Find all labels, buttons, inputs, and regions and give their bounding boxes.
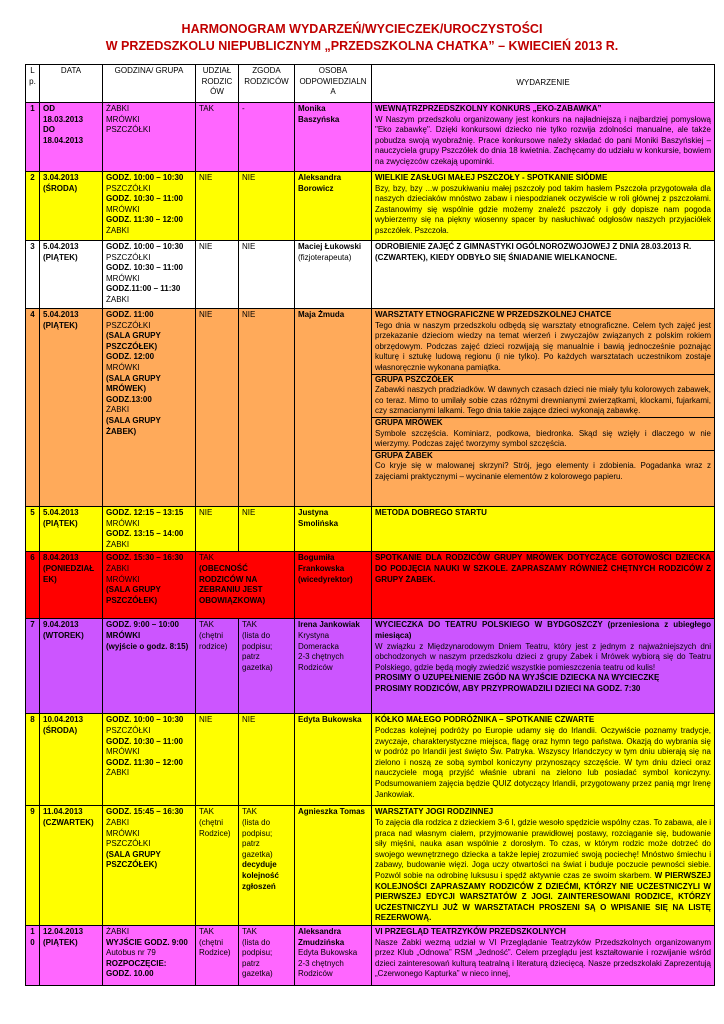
- group-line: ŻABKI: [106, 563, 130, 573]
- row-time-group: [103, 925, 196, 985]
- row-lp: 5: [26, 507, 40, 552]
- row-responsible: Monika Baszyńska: [295, 103, 372, 172]
- event-subsection-title: GRUPA MRÓWEK: [372, 417, 714, 429]
- group-line: GODZ. 15:30 – 16:30: [106, 553, 184, 563]
- row-responsible: [295, 925, 372, 985]
- row-responsible: Justyna Smolińska: [295, 507, 372, 552]
- group-line: (SALA GRUPY PSZCZÓŁEK): [106, 585, 161, 605]
- event-subsection-title: GRUPA ŻABEK: [372, 450, 714, 462]
- participation-value: TAK: [199, 553, 214, 563]
- event-text: W Naszym przedszkolu organizowany jest konkurs na najładniejszą i najbardziej pomysłową "Eko zabawkę". Dzięki konkursowi dziecko nie tylko rozwija zdolności manualne, ale także pobudza swoją wyobraźnię. Prace konkursowe należy składać do pani Moniki Baszyńskiej – nauczyciela grupy Pszczółek do dnia 18 kwietnia. Zachęcamy do udziału w konkursie, bowiem na zwycięzców czekają upominki.: [375, 114, 711, 166]
- event-subsection-text: Zabawki naszych pradziadków. W dawnych czasach dzieci nie miały tylu kolorowych zabawek, co teraz. Mimo to umilały sobie czas różnymi drewnianymi zwierzątkami, klockami, fujarkami, czy szmacianymi lalkami. Tego dnia takie zające dzieci wykonają zabawkę.: [375, 385, 711, 416]
- row-participation: NIE: [196, 309, 239, 507]
- event-text: Podczas kolejnej podróży po Europie udamy się do Irlandii. Oczywiście poznamy tradycje, zwyczaje, charakterystyczne miejsca, flagę oraz hymn tego państwa. Okazją do wybrania się w podróż po Irlandii jest święto Św. Patryka. Wszyscy Irlandczycy w tym dniu ubierają się na zielono i noszą ze sobą symbol koniczyny przynoszący szczęście. W tym dniu dzieci oraz nauczyciele mogą przyjść właśnie ubrani na zielono lub posiadać symbol koniczyny. Podsumowaniem zajęcia będzie QUIZ dotyczący Irlandii, przygotowany przez panią mgr Irenę Jankowiak.: [375, 725, 711, 799]
- event-title: WYCIECZKA DO TEATRU POLSKIEGO W BYDGOSZCZY (przeniesiona z ubiegłego miesiąca): [375, 620, 711, 640]
- event-title: VI PRZEGLĄD TEATRZYKÓW PRZEDSZKOLNYCH: [375, 926, 566, 936]
- group-line: ŻABKI: [106, 294, 130, 304]
- responsible-role: (wicedyrektor): [298, 574, 353, 584]
- responsible-extra: Krystyna Domeracka: [298, 630, 339, 651]
- row-event: [372, 103, 715, 172]
- group-line: (wyjście o godz. 8:15): [106, 641, 189, 651]
- row-date: [40, 552, 103, 619]
- row-time-group: [103, 714, 196, 806]
- table-row: [26, 507, 715, 552]
- row-participation: [196, 552, 295, 619]
- row-event: [372, 172, 715, 241]
- row-responsible: Aleksandra Borowicz: [295, 172, 372, 241]
- event-text-bold: W PIERWSZEJ KOLEJNOŚCI ZAPRASZAMY RODZICÓW Z DZIEĆMI, KTÓRZY NIE UCZESTNICZYLI W PIERWSZEJ EDYCJI WARSZTATÓW Z JOGI. ZAINTERESOWANI RODZICE, KTÓRZY UCZESTNICZYLI JUŻ W WARSZTATACH PROSZENI SĄ O WPISANIE SIĘ NA LISTĘ REZERWOWĄ.: [375, 870, 711, 923]
- row-lp: 6: [26, 552, 40, 619]
- row-lp: 10: [26, 925, 40, 985]
- header-lp: Lp.: [26, 65, 40, 103]
- group-line: GODZ. 9:00 – 10:00: [106, 620, 179, 630]
- consent-note: (lista do podpisu; patrz gazetka): [242, 817, 273, 859]
- row-event: [372, 714, 715, 806]
- row-responsible: [295, 552, 372, 619]
- group-line: (SALA GRUPY MRÓWEK): [106, 373, 161, 394]
- event-text: Nasze Żabki wezmą udział w VI Przeglądanie Teatrzyków Przedszkolnych organizowanym przez Klub „Odnowa” RSM „Jedność”. Celem przeglądu jest kształtowanie i rozwijanie wśród dzieci zainteresowań kulturą teatralną i literaturą dziecięcą. Nasze przedszkolaki Zaprezentują „Czerwonego Kapturka” w nieco innej,: [375, 937, 711, 979]
- group-line: PSZCZÓŁKI: [106, 183, 151, 193]
- consent-value: TAK: [242, 926, 257, 936]
- row-responsible: [295, 241, 372, 309]
- date-line: 12.04.2013: [43, 926, 84, 936]
- group-line: ŻABKI: [106, 405, 130, 415]
- row-participation: NIE: [196, 714, 239, 806]
- row-event: [372, 309, 715, 507]
- group-line: MRÓWKI: [106, 362, 140, 372]
- group-line: GODZ. 15:45 – 16:30: [106, 807, 184, 817]
- group-line: (SALA GRUPY ŻABEK): [106, 415, 161, 436]
- event-subsection-title: GRUPA PSZCZÓŁEK: [372, 374, 714, 386]
- event-title: WARSZTATY JOGI RODZINNEJ: [375, 807, 494, 817]
- event-subsection-text: Co kryje się w malowanej skrzyni? Strój, jego elementy i zdobienia. Pogadanka wraz z zajęciami praktycznymi – wycinanie elementów z kolorowego papieru.: [375, 461, 711, 481]
- date-line: 8.04.2013: [43, 553, 79, 563]
- date-line: (PIĄTEK): [43, 937, 78, 947]
- table-row: [26, 925, 715, 985]
- row-time-group: [103, 309, 196, 507]
- table-row: [26, 619, 715, 714]
- row-date: [40, 172, 103, 241]
- group-line: GODZ. 10:00 – 10:30: [106, 715, 184, 725]
- date-line: (PONIEDZIAŁEK): [43, 563, 95, 584]
- table-row: [26, 103, 715, 172]
- row-consent: NIE: [239, 241, 295, 309]
- responsible-name: Irena Jankowiak: [298, 620, 360, 630]
- responsible-extra: 2-3 chętnych Rodziców: [298, 652, 344, 672]
- event-text: W związku z Międzynarodowym Dniem Teatru, który jest z jednym z najważniejszych dni obchodzonych w naszym przedszkolu dzieci z grupy Żabek i Mrówek wybiorą się do Teatru Polskiego, gdzie będą mogły zwiedzić wszystkie pomieszczenia teatru od kulis!: [375, 641, 711, 672]
- row-date: [40, 806, 103, 926]
- participation-value: TAK: [199, 620, 214, 630]
- group-line: GODZ. 10:00 – 10:30: [106, 242, 184, 251]
- group-line: (SALA GRUPY PSZCZÓŁEK): [106, 331, 161, 351]
- row-lp: 1: [26, 103, 40, 172]
- row-event: [372, 507, 715, 552]
- table-row: [26, 806, 715, 926]
- row-responsible: Agnieszka Tomas: [295, 806, 372, 926]
- consent-note: (lista do podpisu; patrz gazetka): [242, 937, 273, 979]
- row-time-group: [103, 241, 196, 309]
- group-line: GODZ. 12:00: [106, 352, 155, 362]
- date-line: 18.04.2013: [43, 135, 84, 145]
- group-line: MRÓWKI: [106, 747, 140, 757]
- document-title-line2: W PRZEDSZKOLU NIEPUBLICZNYM „PRZEDSZKOLNA CHATKA” – KWIECIEŃ 2013 R.: [105, 39, 619, 53]
- group-line: GODZ. 11:30 – 12:00: [106, 215, 183, 225]
- event-text: [375, 818, 711, 924]
- header-godzina: GODZINA/ GRUPA: [103, 65, 196, 103]
- table-row: [26, 714, 715, 806]
- responsible-extra: Edyta Bukowska: [298, 948, 358, 958]
- group-line: GODZ.11:00 – 11:30: [106, 284, 181, 294]
- row-lp: 4: [26, 309, 40, 507]
- row-time-group: [103, 552, 196, 619]
- schedule-table: [25, 64, 715, 986]
- table-row: [26, 241, 715, 309]
- table-row: [26, 552, 715, 619]
- row-participation: [196, 806, 239, 926]
- group-line: Autobus nr 79: [106, 948, 156, 958]
- row-lp: 8: [26, 714, 40, 806]
- group-line: PSZCZÓŁKI: [106, 839, 151, 849]
- header-osoba: OSOBA ODPOWIEDZIALNA: [295, 65, 372, 103]
- event-title: WARSZTATY ETNOGRAFICZNE W PRZEDSZKOLNEJ CHATCE: [375, 310, 612, 319]
- group-line: ROZPOCZĘCIE: GODZ. 10.00: [106, 958, 167, 979]
- consent-value: TAK: [242, 807, 257, 817]
- date-line: 5.04.2013: [43, 242, 79, 251]
- event-title: ODROBIENIE ZAJĘĆ Z GIMNASTYKI OGÓLNOROZWOJOWEJ Z DNIA 28.03.2013 R. (CZWARTEK), KIEDY ODBYŁO SIĘ ŚNIADANIE WIELKANOCNE.: [375, 242, 692, 262]
- group-line: (SALA GRUPY PSZCZÓŁEK): [106, 849, 161, 870]
- row-event: [372, 925, 715, 985]
- date-line: 9.04.2013: [43, 620, 79, 630]
- date-line: DO: [43, 125, 55, 135]
- participation-value: TAK: [199, 807, 214, 817]
- row-date: [40, 309, 103, 507]
- group-line: ŻABKI: [106, 225, 130, 235]
- group-line: GODZ. 11:30 – 12:00: [106, 757, 183, 767]
- event-text-regular: To zajęcia dla rodzica z dzieckiem 3-6 l, gdzie wesoło spędzicie wspólny czas. To zabawa, ale i praca nad własnym ciałem, przyjmowanie prawidłowej postawy, rozciąganie się, budowanie siły mięśni, nauka asan wspólnie z dorosłym. To czas, w którym rodzic może dotrzeć do swojego wewnętrznego dziecka a także lepiej zrozumieć swoją pociechę! Mnóstwo śmiechu i zabawy, budowanie więzi. Joga uczy otwartości na świat i buduje poczucie pewności siebie. Pozwól sobie na odrobinę luksusu i spędź aktywnie czas ze swoim skarbem.: [375, 817, 712, 880]
- date-line: 3.04.2013: [43, 173, 79, 182]
- date-line: OD: [43, 104, 55, 113]
- responsible-name: Bogumiła Frankowska: [298, 553, 345, 573]
- date-line: 10.04.2013: [43, 715, 84, 725]
- group-line: GODZ. 10:30 – 11:00: [106, 194, 183, 204]
- event-title: WIELKIE ZASŁUGI MAŁEJ PSZCZOŁY - SPOTKANIE SIÓDME: [375, 173, 608, 182]
- row-participation: [196, 925, 239, 985]
- row-date: [40, 619, 103, 714]
- date-line: 18.03.2013: [43, 114, 84, 124]
- row-consent: NIE: [239, 507, 295, 552]
- group-line: MRÓWKI: [106, 114, 140, 124]
- group-line: ŻABKI: [106, 539, 130, 549]
- row-participation: NIE: [196, 172, 239, 241]
- row-responsible: Maja Żmuda: [295, 309, 372, 507]
- row-date: [40, 241, 103, 309]
- group-line: GODZ. 12:15 – 13:15: [106, 508, 184, 517]
- group-line: PSZCZÓŁKI: [106, 125, 151, 135]
- row-participation: TAK: [196, 103, 239, 172]
- row-time-group: [103, 103, 196, 172]
- row-date: [40, 103, 103, 172]
- event-text: Tego dnia w naszym przedszkolu odbędą się warsztaty etnograficzne. Celem tych zajęć jest przekazanie dzieciom wiedzy na temat wierzeń i zwyczajów związanych z polskim rokiem obrzędowym. Podczas zajęć dzieci rozwijają się manualnie i bawią jednocześnie poznając kulturę i sztukę ludową regionu (i nie tylko). Po każdych warsztatach uczestnikom zostaje własnoręcznie wykonana pamiątka.: [375, 320, 711, 372]
- row-date: [40, 507, 103, 552]
- row-time-group: [103, 172, 196, 241]
- date-line: (PIĄTEK): [43, 320, 78, 330]
- row-consent: [239, 619, 295, 714]
- table-row: [26, 172, 715, 241]
- group-line: GODZ. 11:00: [106, 310, 154, 319]
- group-line: ŻABKI: [106, 817, 130, 827]
- participation-note: (chętni rodzice): [199, 630, 228, 651]
- group-line: GODZ. 10:30 – 11:00: [106, 736, 183, 746]
- row-time-group: [103, 619, 196, 714]
- participation-value: TAK: [199, 926, 214, 936]
- row-event: [372, 552, 715, 619]
- event-title: METODA DOBREGO STARTU: [375, 508, 487, 517]
- date-line: (WTOREK): [43, 630, 84, 640]
- group-line: PSZCZÓŁKI: [106, 725, 151, 735]
- group-line: MRÓWKI: [106, 574, 140, 584]
- participation-note: (chętni Rodzice): [199, 937, 231, 958]
- row-participation: [196, 619, 239, 714]
- event-title: SPOTKANIE DLA RODZICÓW GRUPY MRÓWEK DOTYCZĄCE GOTOWOŚCI DZIECKA DO PODJĘCIA NAUKI W SZKOLE. ZAPRASZAMY RÓWNIEŻ CHĘTNYCH RODZICÓW Z GRUPY ŻABEK.: [375, 553, 711, 584]
- event-title: KÓŁKO MAŁEGO PODRÓŻNIKA – SPOTKANIE CZWARTE: [375, 715, 595, 725]
- event-note: PROSIMY O UZUPEŁNIENIE ZGÓD NA WYJŚCIE DZIECKA NA WYCIECZKĘ: [375, 673, 660, 683]
- row-event: [372, 619, 715, 714]
- group-line: GODZ. 13:15 – 14:00: [106, 529, 184, 539]
- group-line: PSZCZÓŁKI: [106, 252, 151, 262]
- row-consent: NIE: [239, 309, 295, 507]
- row-responsible: Edyta Bukowska: [295, 714, 372, 806]
- responsible-name: Aleksandra Zmudzińska: [298, 926, 345, 947]
- group-line: GODZ.13:00: [106, 394, 152, 404]
- consent-note-bold: decyduje kolejność zgłoszeń: [242, 860, 279, 891]
- row-consent: NIE: [239, 172, 295, 241]
- participation-note: (chętni Rodzice): [199, 817, 231, 838]
- date-line: (ŚRODA): [43, 183, 78, 193]
- event-text: Bzy, bzy, bzy ...w poszukiwaniu małej pszczoły pod takim hasłem Pszczoła przygotowała dla naszych dzieciaków mnóstwo zabaw i niespodzianek oczywiście w roli głównej z pszczołami. Zastanowimy się wspólnie gdzie możemy znaleźć pszczoły i gdy dopisze nam pogoda wybierzemy się na piękny wiosenny spacer by nasłuchiwać odgłosów naszych przyjaciółek pszczółek. Pszczoła.: [375, 183, 711, 235]
- date-line: (CZWARTEK): [43, 817, 94, 827]
- row-lp: 3: [26, 241, 40, 309]
- group-line: ŻABKI: [106, 104, 130, 113]
- group-line: MRÓWKI: [106, 828, 140, 838]
- group-line: GODZ. 10:00 – 10:30: [106, 173, 184, 182]
- event-title: WEWNĄTRZPRZEDSZKOLNY KONKURS „EKO-ZABAWKA”: [375, 104, 602, 113]
- date-line: (ŚRODA): [43, 725, 78, 735]
- table-header-row: [26, 65, 715, 103]
- row-time-group: [103, 806, 196, 926]
- row-participation: NIE: [196, 507, 239, 552]
- header-zgoda: ZGODA RODZICÓW: [239, 65, 295, 103]
- row-lp: 7: [26, 619, 40, 714]
- date-line: (PIĄTEK): [43, 518, 78, 528]
- row-lp: 2: [26, 172, 40, 241]
- date-line: 11.04.2013: [43, 807, 83, 817]
- group-line: ŻABKI: [106, 926, 130, 936]
- table-row: [26, 309, 715, 507]
- group-line: MRÓWKI: [106, 204, 140, 214]
- group-line: WYJŚCIE GODZ. 9:00: [106, 937, 188, 947]
- header-data: DATA: [40, 65, 103, 103]
- row-event: [372, 806, 715, 926]
- group-line: MRÓWKI: [106, 518, 140, 528]
- row-consent: -: [239, 103, 295, 172]
- header-wydarzenie: WYDARZENIE: [372, 65, 715, 103]
- date-line: (PIĄTEK): [43, 252, 78, 262]
- row-consent: [239, 925, 295, 985]
- responsible-role: (fizjoterapeuta): [298, 252, 352, 262]
- row-date: [40, 714, 103, 806]
- row-time-group: [103, 507, 196, 552]
- document-title-line1: HARMONOGRAM WYDARZEŃ/WYCIECZEK/UROCZYSTOŚCI: [181, 22, 543, 36]
- row-date: [40, 925, 103, 985]
- group-line: MRÓWKI: [106, 273, 140, 283]
- participation-note: (OBECNOŚĆ RODZICÓW NA ZEBRANIU JEST OBOWIĄZKOWA): [199, 563, 266, 605]
- row-participation: NIE: [196, 241, 239, 309]
- group-line: PSZCZÓŁKI: [106, 320, 151, 330]
- consent-value: TAK: [242, 620, 257, 630]
- row-responsible: [295, 619, 372, 714]
- group-line: MRÓWKI: [106, 630, 141, 640]
- consent-note: (lista do podpisu; patrz gazetka): [242, 630, 273, 672]
- responsible-name: Maciej Łukowski: [298, 242, 362, 251]
- responsible-extra: 2-3 chętnych Rodziców: [298, 958, 344, 979]
- group-line: GODZ. 10:30 – 11:00: [106, 263, 183, 273]
- event-note: PROSIMY RODZICÓW, ABY PRZYPROWADZILI DZIECI NA GODZ. 7:30: [375, 683, 641, 693]
- row-event: [372, 241, 715, 309]
- date-line: 5.04.2013: [43, 310, 79, 319]
- row-lp: 9: [26, 806, 40, 926]
- group-line: ŻABKI: [106, 768, 130, 778]
- header-udzial: UDZIAŁ RODZICÓW: [196, 65, 239, 103]
- date-line: 5.04.2013: [43, 508, 79, 517]
- row-consent: NIE: [239, 714, 295, 806]
- row-consent: [239, 806, 295, 926]
- event-subsection-text: Symbole szczęścia. Kominiarz, podkowa, biedronka. Skąd się wzięły i dlaczego w nie wierzymy. Podczas zajęć tworzymy symbol szczęścia.: [375, 428, 711, 449]
